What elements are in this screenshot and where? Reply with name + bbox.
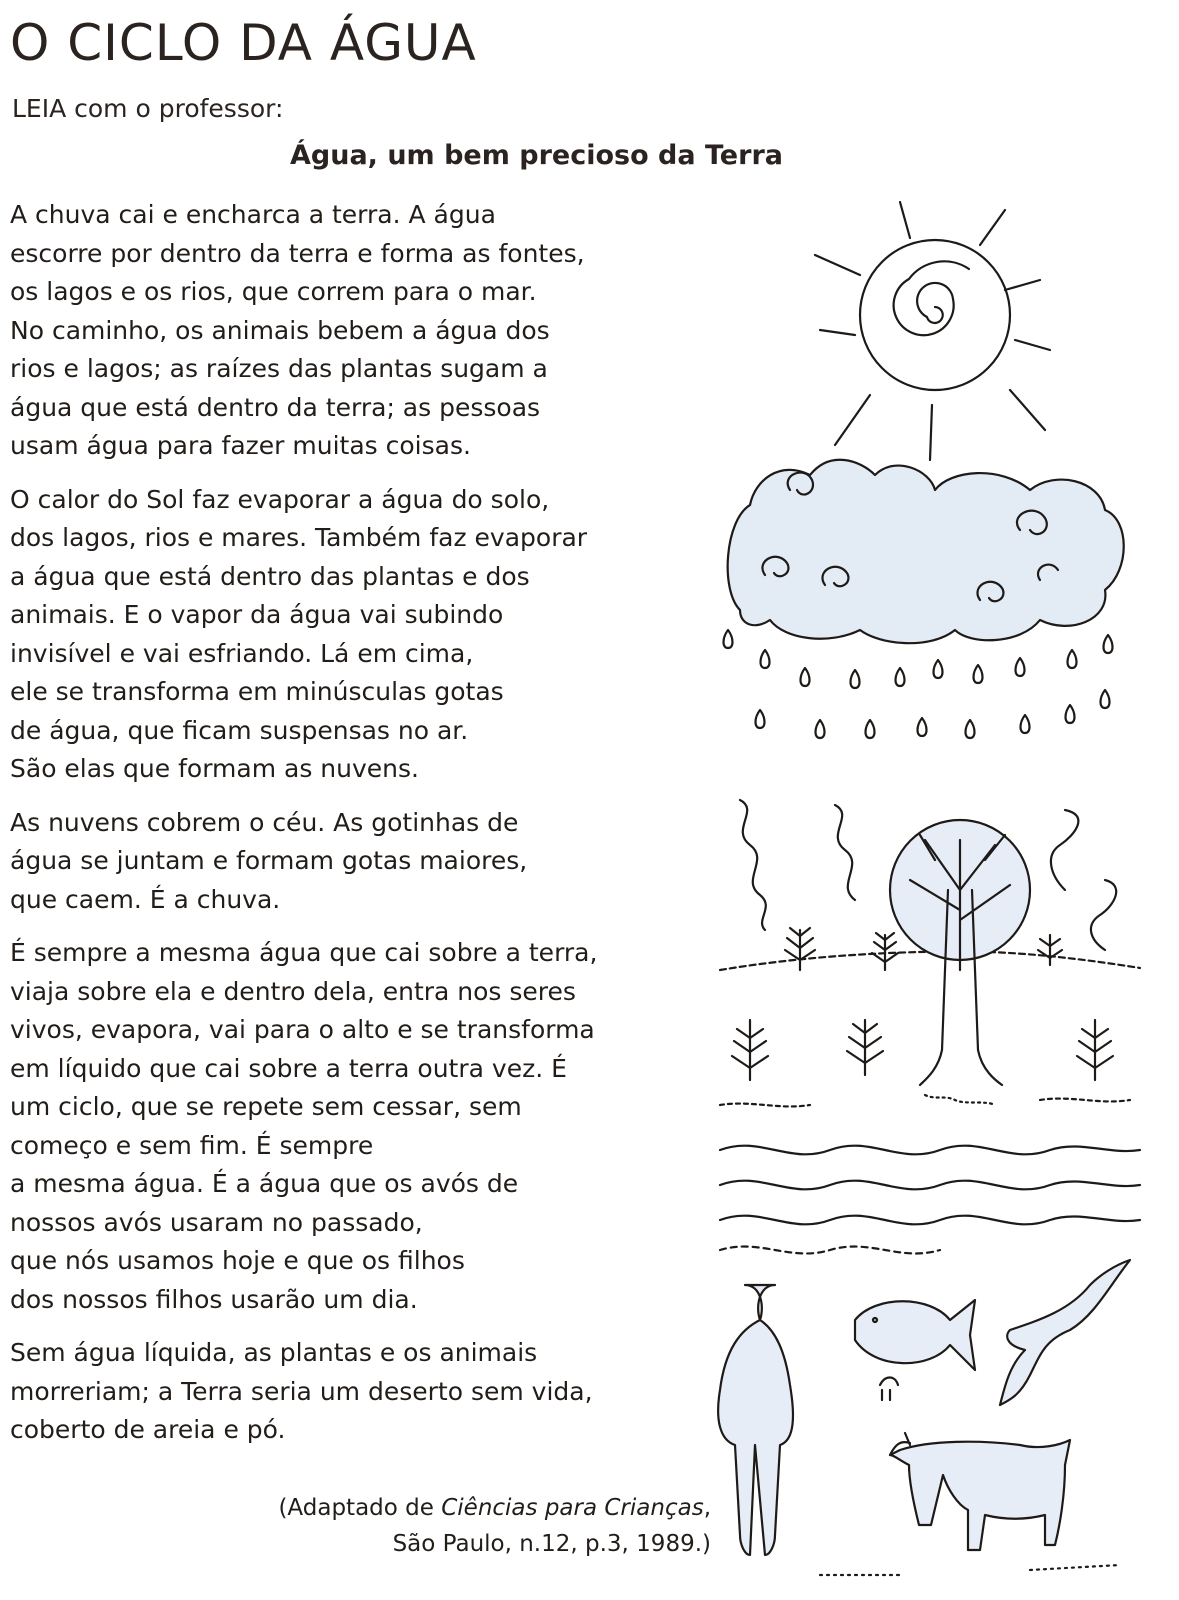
- text-line: coberto de areia e pó.: [10, 1415, 286, 1444]
- text-line: de água, que ficam suspensas no ar.: [10, 715, 469, 745]
- tree-icon: [890, 820, 1030, 1105]
- text-line: os lagos e os rios, que correm para o mar.: [10, 277, 537, 306]
- citation-suffix: ,: [703, 1495, 711, 1521]
- text-line: que nós usamos hoje e que os filhos: [10, 1246, 465, 1275]
- citation-line-2: São Paulo, n.12, p.3, 1989.): [392, 1531, 711, 1557]
- text-line: a mesma água. É a água que os avós de: [10, 1169, 519, 1198]
- cow-icon: [820, 1433, 1120, 1575]
- text-line: que caem. É a chuva.: [10, 884, 281, 914]
- paragraph-4: [10, 934, 710, 1319]
- text-line: dos lagos, rios e mares. Também faz evaporar: [10, 523, 588, 552]
- page-title: O CICLO DA ÁGUA: [10, 14, 477, 72]
- citation-prefix: (Adaptado de: [278, 1495, 442, 1521]
- text-line: começo e sem fim. É sempre: [10, 1130, 374, 1160]
- paragraph-1: [10, 196, 710, 466]
- person-icon: [718, 1285, 793, 1555]
- water-cycle-illustration: [710, 190, 1150, 1590]
- main-text: [10, 196, 710, 1465]
- text-line: água que está dentro da terra; as pessoas: [10, 392, 541, 422]
- text-line: animais. E o vapor da água vai subindo: [10, 600, 504, 629]
- bee-icon: [880, 1378, 898, 1401]
- citation-line-1: [278, 1490, 711, 1526]
- text-line: O calor do Sol faz evaporar a água do solo,: [10, 484, 550, 514]
- text-line: um ciclo, que se repete sem cessar, sem: [10, 1092, 522, 1121]
- text-line: nossos avós usaram no passado,: [10, 1207, 423, 1237]
- rain-cloud-icon: [728, 460, 1124, 643]
- text-line: escorre por dentro da terra e forma as fontes,: [10, 238, 585, 268]
- fish-icon: [855, 1300, 975, 1370]
- text-line: usam água para fazer muitas coisas.: [10, 431, 471, 460]
- sun-icon: [815, 202, 1050, 460]
- text-line: Sem água líquida, as plantas e os animais: [10, 1338, 538, 1367]
- paragraph-3: [10, 804, 710, 920]
- text-line: dos nossos filhos usarão um dia.: [10, 1284, 418, 1314]
- text-line: morreriam; a Terra seria um deserto sem vida,: [10, 1376, 593, 1406]
- river-waves-icon: [720, 1146, 1140, 1254]
- text-line: água se juntam e formam gotas maiores,: [10, 846, 528, 875]
- text-line: As nuvens cobrem o céu. As gotinhas de: [10, 807, 519, 837]
- text-line: vivos, evapora, vai para o alto e se transforma: [10, 1015, 595, 1044]
- text-line: ele se transforma em minúsculas gotas: [10, 677, 504, 706]
- text-line: rios e lagos; as raízes das plantas sugam a: [10, 354, 548, 383]
- text-line: São elas que formam as nuvens.: [10, 754, 419, 783]
- raindrops-icon: [724, 630, 1113, 738]
- source-citation: [278, 1490, 711, 1562]
- instruction-text: LEIA com o professor:: [12, 94, 284, 123]
- text-line: viaja sobre ela e dentro dela, entra nos seres: [10, 976, 576, 1006]
- text-line: É sempre a mesma água que cai sobre a terra,: [10, 938, 598, 967]
- text-line: em líquido que cai sobre a terra outra vez. É: [10, 1053, 567, 1083]
- text-line: A chuva cai e encharca a terra. A água: [10, 200, 496, 229]
- paragraph-5: [10, 1334, 710, 1450]
- text-line: No caminho, os animais bebem a água dos: [10, 315, 550, 345]
- text-line: invisível e vai esfriando. Lá em cima,: [10, 638, 474, 668]
- citation-book-title: Ciências para Crianças: [441, 1495, 704, 1521]
- text-line: a água que está dentro das plantas e dos: [10, 561, 530, 591]
- text-subtitle: Água, um bem precioso da Terra: [290, 140, 783, 171]
- bird-icon: [1000, 1260, 1130, 1405]
- paragraph-2: [10, 481, 710, 789]
